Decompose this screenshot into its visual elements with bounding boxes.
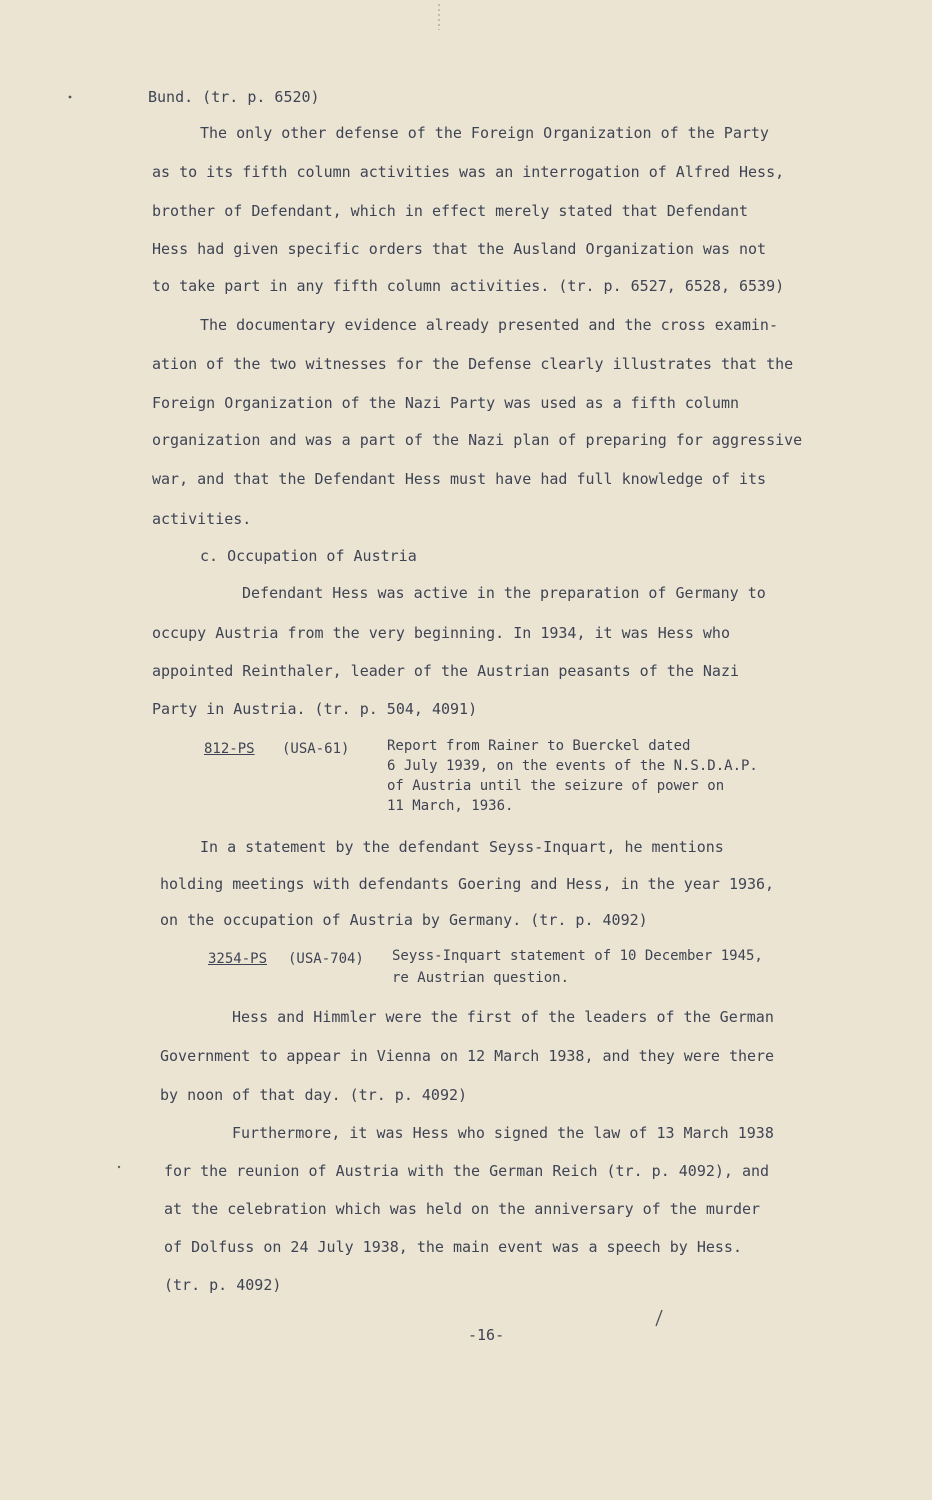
binding-mark-icon [433,2,445,32]
dot-mark-icon [116,1164,122,1170]
text-line: Hess had given specific orders that the Ausland Organization was not [152,240,767,258]
exhibit-ref: (USA-704) [288,951,364,967]
text-line: organization and was a part of the Nazi plan of preparing for aggressive [152,431,803,449]
exhibit-desc: re Austrian question. [392,970,570,986]
text-line: activities. [152,510,252,528]
section-heading: c. Occupation of Austria [200,547,417,565]
text-line: The only other defense of the Foreign Organization of the Party [200,124,769,142]
text-line: of Dolfuss on 24 July 1938, the main event was a speech by Hess. [164,1238,742,1256]
exhibit-desc: of Austria until the seizure of power on [387,778,725,794]
text-line: holding meetings with defendants Goering and Hess, in the year 1936, [160,875,775,893]
exhibit-id: 3254-PS [208,951,268,967]
exhibit-desc: Seyss-Inquart statement of 10 December 1945, [392,948,763,964]
text-line: as to its fifth column activities was an interrogation of Alfred Hess, [152,163,785,181]
text-line: (tr. p. 4092) [164,1276,282,1294]
exhibit-id: 812-PS [204,741,255,757]
text-line: brother of Defendant, which in effect merely stated that Defendant [152,202,749,220]
page-number: -16- [468,1326,505,1344]
exhibit-desc: 6 July 1939, on the events of the N.S.D.A.P. [387,758,758,774]
text-line: ation of the two witnesses for the Defense clearly illustrates that the [152,355,794,373]
text-line: Party in Austria. (tr. p. 504, 4091) [152,700,478,718]
text-line: appointed Reinthaler, leader of the Austrian peasants of the Nazi [152,662,739,680]
exhibit-desc: Report from Rainer to Buerckel dated [387,738,691,754]
text-line: at the celebration which was held on the anniversary of the murder [164,1200,761,1218]
dot-mark-icon [67,94,73,100]
text-line: war, and that the Defendant Hess must have had full knowledge of its [152,470,767,488]
text-line: occupy Austria from the very beginning. In 1934, it was Hess who [152,624,730,642]
text-line: Defendant Hess was active in the preparation of Germany to [242,584,766,602]
text-line: for the reunion of Austria with the German Reich (tr. p. 4092), and [164,1162,770,1180]
text-line: Furthermore, it was Hess who signed the law of 13 March 1938 [232,1124,774,1142]
text-line: Foreign Organization of the Nazi Party was used as a fifth column [152,394,739,412]
text-line: Hess and Himmler were the first of the leaders of the German [232,1008,774,1026]
text-line: by noon of that day. (tr. p. 4092) [160,1086,468,1104]
pencil-mark-icon [652,1308,666,1328]
text-line: Bund. (tr. p. 6520) [148,88,320,106]
text-line: to take part in any fifth column activities. (tr. p. 6527, 6528, 6539) [152,277,785,295]
text-line: Government to appear in Vienna on 12 March 1938, and they were there [160,1047,775,1065]
text-line: In a statement by the defendant Seyss-Inquart, he mentions [200,838,724,856]
text-line: The documentary evidence already presented and the cross examin- [200,316,778,334]
text-line: on the occupation of Austria by Germany. (tr. p. 4092) [160,911,648,929]
exhibit-desc: 11 March, 1936. [387,798,514,814]
exhibit-ref: (USA-61) [282,741,350,757]
